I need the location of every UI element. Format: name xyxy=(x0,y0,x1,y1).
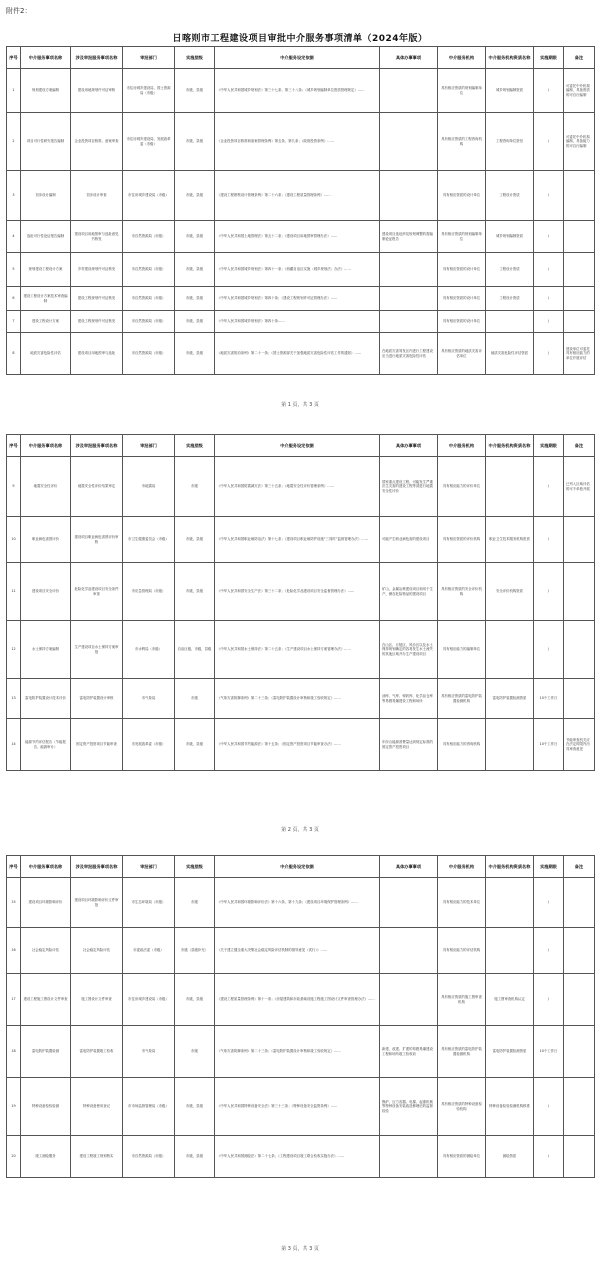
cell-period: / xyxy=(534,113,564,171)
cell-qualification xyxy=(486,878,534,928)
cell-approval-item: 建设项目用地预审与选址 xyxy=(71,333,123,375)
cell-name: 建设工程设计方案 xyxy=(21,311,71,333)
cell-name: 竣工测绘服务 xyxy=(21,1136,71,1178)
cell-name: 建设工程施工图设计文件审查 xyxy=(21,974,71,1026)
cell-dept: 市自然资源局（市级） xyxy=(123,287,175,311)
table-header-row xyxy=(7,856,595,878)
cell-no: 3 xyxy=(7,171,21,221)
cell-agency: 具有相应能力的编制单位 xyxy=(438,621,486,679)
table-row xyxy=(7,457,595,517)
cell-task xyxy=(380,974,438,1026)
cell-note xyxy=(564,253,595,287)
column-header: 中介服务设定依据 xyxy=(215,47,380,69)
cell-agency: 具有相应资质的雷电防护装置检测机构 xyxy=(438,679,486,719)
cell-agency: 具有相应资质的工程咨询机构 xyxy=(438,113,486,171)
cell-name: 建设工程设计方案技术审查编制 xyxy=(21,287,71,311)
cell-note xyxy=(564,517,595,563)
cell-no: 12 xyxy=(7,621,21,679)
cell-agency: 具有相应资质的测绘单位 xyxy=(438,1136,486,1178)
cell-dept: 市自然资源局（市级） xyxy=(123,333,175,375)
cell-task: 国家重点建设工程、可能发生严重次生灾害的建设工程等须进行地震安全性评价 xyxy=(380,457,438,517)
cell-dept: 市市场监督管理局（市级） xyxy=(123,1078,175,1136)
column-header: 中介服务设定依据 xyxy=(215,856,380,878)
cell-approval-item: 企业投资项目核准、备案审查 xyxy=(71,113,123,171)
table-header-row xyxy=(7,47,595,69)
column-header: 中介服务机构资质名称 xyxy=(486,856,534,878)
column-header: 具体办事事项 xyxy=(380,856,438,878)
cell-approval-item: 建设工程规划许可证核发 xyxy=(71,311,123,333)
cell-qualification: 地质灾害危险性评估资质 xyxy=(486,333,534,375)
attachment-label: 附件2： xyxy=(6,7,32,15)
cell-name: 地质灾害危险性评估 xyxy=(21,333,71,375)
cell-basis: 《中华人民共和国节约能源法》第十五条；《固定资产投资项目节能审查办法》…… xyxy=(215,719,380,771)
cell-no: 9 xyxy=(7,457,21,517)
cell-dept: 市自然资源局（市级） xyxy=(123,311,175,333)
cell-qualification: 工程设计资质 xyxy=(486,253,534,287)
cell-period: / xyxy=(534,457,564,517)
cell-dept: 市住房城乡建设局（市级） xyxy=(123,171,175,221)
cell-dept: 市住房城乡建设局、发展改革委（市级） xyxy=(123,113,175,171)
table-row xyxy=(7,287,595,311)
cell-dept: 市发展改革委（市级） xyxy=(123,719,175,771)
cell-qualification: 工程设计资质 xyxy=(486,171,534,221)
cell-level: 市级，县级 xyxy=(175,333,215,375)
cell-note xyxy=(564,928,595,974)
cell-period: 10个工作日 xyxy=(534,1026,564,1078)
cell-name: 特种设备检验检测 xyxy=(21,1078,71,1136)
cell-approval-item: 危险化学品建设项目安全条件审查 xyxy=(71,563,123,621)
cell-dept: 市卫生健康委员会（市级） xyxy=(123,517,175,563)
cell-dept: 市自然资源局（市级） xyxy=(123,253,175,287)
cell-level: 市级，县级 xyxy=(175,1136,215,1178)
column-header: 涉及审批服务事项名称 xyxy=(71,435,123,457)
cell-approval-item: 建设项目环境影响评价文件审批 xyxy=(71,878,123,928)
cell-name: 初步设计编制 xyxy=(21,171,71,221)
cell-agency: 具有相应资质的评价机构 xyxy=(438,517,486,563)
column-header: 涉及审批服务事项名称 xyxy=(71,856,123,878)
cell-level: 市级 xyxy=(175,457,215,517)
cell-note xyxy=(564,878,595,928)
table-row xyxy=(7,878,595,928)
cell-approval-item: 固定资产投资项目节能审查 xyxy=(71,719,123,771)
cell-task: 可能产生职业病危害的建设项目 xyxy=(380,517,438,563)
cell-agency: 具有相应资质的特种设备检验机构 xyxy=(438,1078,486,1136)
cell-level: 市级，县级 xyxy=(175,974,215,1026)
cell-period: / xyxy=(534,563,564,621)
column-header: 备注 xyxy=(564,435,595,457)
cell-qualification: 职业卫生技术服务机构资质 xyxy=(486,517,534,563)
cell-level: 市级，县级 xyxy=(175,113,215,171)
cell-approval-item: 特种设备使用登记 xyxy=(71,1078,123,1136)
table-row xyxy=(7,113,595,171)
table-row xyxy=(7,333,595,375)
cell-qualification: 雷电防护装置检测资质 xyxy=(486,679,534,719)
cell-approval-item: 社会稳定风险评估 xyxy=(71,928,123,974)
column-header: 实施期限 xyxy=(534,435,564,457)
cell-dept: 市地震局 xyxy=(123,457,175,517)
cell-level: 市级，县级 xyxy=(175,171,215,221)
table-row xyxy=(7,719,595,771)
cell-level: 市级，县级 xyxy=(175,1078,215,1136)
cell-basis: 《中华人民共和国特种设备安全法》第三十三条；《特种设备安全监察条例》…… xyxy=(215,1078,380,1136)
service-table-page-1 xyxy=(6,46,595,375)
cell-note xyxy=(564,1078,595,1136)
cell-task: 年综合能源消费量达到规定标准的固定资产投资项目 xyxy=(380,719,438,771)
cell-task xyxy=(380,69,438,113)
cell-note xyxy=(564,563,595,621)
cell-basis: 《中华人民共和国职业病防治法》第十七条；《建设项目职业病防护设施“三同时”监督管理办法》…… xyxy=(215,517,380,563)
cell-no: 5 xyxy=(7,253,21,287)
column-header: 中介服务机构 xyxy=(438,47,486,69)
cell-qualification: 安全评价机构资质 xyxy=(486,563,534,621)
cell-period: / xyxy=(534,311,564,333)
cell-note: 可委托中介机构编制，具备能力的可自行编制 xyxy=(564,113,595,171)
column-header: 中介服务设定依据 xyxy=(215,435,380,457)
cell-dept: 市自然资源局（市级） xyxy=(123,221,175,253)
table-row xyxy=(7,171,595,221)
cell-qualification xyxy=(486,621,534,679)
cell-agency: 具有相应能力的技术单位 xyxy=(438,878,486,928)
table-row xyxy=(7,221,595,253)
cell-agency: 具有相应资质的设计单位 xyxy=(438,311,486,333)
cell-name: 水土保持方案编制 xyxy=(21,621,71,679)
cell-note xyxy=(564,311,595,333)
cell-note xyxy=(564,287,595,311)
cell-qualification xyxy=(486,719,534,771)
cell-period: / xyxy=(534,221,564,253)
cell-task xyxy=(380,171,438,221)
column-header: 中介服务事项名称 xyxy=(21,856,71,878)
cell-level: 市级（县级补充） xyxy=(175,928,215,974)
cell-dept: 市委政法委（市级） xyxy=(123,928,175,974)
cell-no: 20 xyxy=(7,1136,21,1178)
cell-note xyxy=(564,1136,595,1178)
table-row xyxy=(7,1136,595,1178)
cell-basis: 《中华人民共和国环境影响评价法》第十六条、第十九条；《建设项目环境保护管理条例》…… xyxy=(215,878,380,928)
cell-note: 节能审查机关应在法定时限内出具审查意见 xyxy=(564,719,595,771)
cell-no: 15 xyxy=(7,878,21,928)
cell-dept: 市气象局 xyxy=(123,1026,175,1078)
table-row xyxy=(7,974,595,1026)
page-footer: 第 1 页，共 3 页 xyxy=(281,402,319,408)
column-header: 实施层级 xyxy=(175,856,215,878)
cell-dept: 市住房城乡建设局、国土资源局（市级） xyxy=(123,69,175,113)
cell-name: 雷电防护装置设计技术评价 xyxy=(21,679,71,719)
cell-note: 已列入区域评估的可不单独开展 xyxy=(564,457,595,517)
cell-agency: 具有相应能力的咨询机构 xyxy=(438,719,486,771)
cell-qualification: 城乡规划编制资质 xyxy=(486,69,534,113)
page-footer: 第 2 页，共 3 页 xyxy=(281,827,319,833)
column-header: 审批部门 xyxy=(123,435,175,457)
cell-agency: 具有相应能力的评估机构 xyxy=(438,928,486,974)
cell-task xyxy=(380,113,438,171)
cell-no: 14 xyxy=(7,719,21,771)
cell-no: 1 xyxy=(7,69,21,113)
column-header: 中介服务机构 xyxy=(438,435,486,457)
cell-no: 8 xyxy=(7,333,21,375)
column-header: 中介服务事项名称 xyxy=(21,47,71,69)
cell-approval-item: 建设工程竣工规划核实 xyxy=(71,1136,123,1178)
cell-no: 6 xyxy=(7,287,21,311)
cell-note xyxy=(564,221,595,253)
cell-basis: 《气象灾害防御条例》第二十三条；《雷电防护装置设计审核和竣工验收规定》…… xyxy=(215,679,380,719)
cell-basis: 《企业投资项目核准和备案管理条例》第五条、第九条；《政府投资条例》…… xyxy=(215,113,380,171)
cell-agency: 具有相应资质的设计单位 xyxy=(438,287,486,311)
cell-task: 油库、气库、弹药库、化学品仓库等易燃易爆建设工程和场所 xyxy=(380,679,438,719)
cell-dept: 市气象局 xyxy=(123,679,175,719)
cell-basis: 《中华人民共和国防震减灾法》第三十五条；《地震安全性评价管理条例》…… xyxy=(215,457,380,517)
cell-period: / xyxy=(534,928,564,974)
cell-agency: 具有相应资质的地质灾害评估单位 xyxy=(438,333,486,375)
column-header: 实施期限 xyxy=(534,47,564,69)
cell-dept: 市水利局（市级） xyxy=(123,621,175,679)
table-row xyxy=(7,679,595,719)
cell-name: 建设项目安全评价 xyxy=(21,563,71,621)
cell-basis: 《关于建立健全重大决策社会稳定风险评估机制的指导意见（试行）》…… xyxy=(215,928,380,974)
cell-name: 地震安全性评价 xyxy=(21,457,71,517)
cell-basis: 《中华人民共和国城乡规划法》第四十一条；《西藏自治区实施〈城乡规划法〉办法》…… xyxy=(215,253,380,287)
cell-agency: 具有相应资质的规划编制单位 xyxy=(438,221,486,253)
cell-no: 7 xyxy=(7,311,21,333)
cell-agency: 具有相应资质的雷电防护装置检测机构 xyxy=(438,1026,486,1078)
cell-task xyxy=(380,928,438,974)
cell-name: 雷电防护装置检测 xyxy=(21,1026,71,1078)
column-header: 审批部门 xyxy=(123,47,175,69)
cell-name: 建设项目环境影响评价 xyxy=(21,878,71,928)
cell-level: 市级，县级 xyxy=(175,517,215,563)
cell-task: 矿山、金属冶炼建设项目和用于生产、储存危险物品的建设项目 xyxy=(380,563,438,621)
cell-period: / xyxy=(534,517,564,563)
cell-basis: 《中华人民共和国城乡规划法》第四十条；《建设工程规划许可证管理办法》…… xyxy=(215,287,380,311)
cell-qualification: 工程咨询单位资信 xyxy=(486,113,534,171)
cell-name: 选址可行性论证报告编制 xyxy=(21,221,71,253)
cell-approval-item: 初步设计审查 xyxy=(71,171,123,221)
cell-period: / xyxy=(534,621,564,679)
cell-period: / xyxy=(534,333,564,375)
cell-period: / xyxy=(534,69,564,113)
cell-level: 自治区级，市级，县级 xyxy=(175,621,215,679)
service-table-page-2 xyxy=(6,434,595,771)
column-header: 中介服务机构资质名称 xyxy=(486,435,534,457)
cell-level: 市级，县级 xyxy=(175,287,215,311)
cell-note xyxy=(564,679,595,719)
cell-basis: 《中华人民共和国测绘法》第二十七条；《工程建设项目竣工联合验收实施办法》…… xyxy=(215,1136,380,1178)
cell-no: 16 xyxy=(7,928,21,974)
cell-period: / xyxy=(534,974,564,1026)
cell-approval-item: 施工图设计文件审查 xyxy=(71,974,123,1026)
cell-approval-item: 乡村建设规划许可证核发 xyxy=(71,253,123,287)
cell-task: 锅炉、压力容器、电梯、起重机械等特种设备安装改造修理后的监督检验 xyxy=(380,1078,438,1136)
cell-level: 市级，县级 xyxy=(175,563,215,621)
cell-basis: 《建设工程质量管理条例》第十一条；《房屋建筑和市政基础设施工程施工图设计文件审查管理办法》…… xyxy=(215,974,380,1026)
cell-name: 能源节约评估报告（节能报告、能源审计） xyxy=(21,719,71,771)
cell-level: 市级，县级 xyxy=(175,719,215,771)
cell-basis: 《地质灾害防治条例》第二十一条；《国土资源部关于加强地质灾害危险性评估工作的通知》…… xyxy=(215,333,380,375)
table-row xyxy=(7,1078,595,1136)
cell-name: 社会稳定风险评估 xyxy=(21,928,71,974)
cell-basis: 《建设工程勘察设计管理条例》第二十六条；《建设工程质量管理条例》…… xyxy=(215,171,380,221)
cell-no: 13 xyxy=(7,679,21,719)
cell-note xyxy=(564,1026,595,1078)
cell-task xyxy=(380,1136,438,1178)
column-header: 具体办事事项 xyxy=(380,47,438,69)
cell-task xyxy=(380,878,438,928)
cell-period: / xyxy=(534,253,564,287)
table-row xyxy=(7,563,595,621)
cell-period: 10个工作日 xyxy=(534,679,564,719)
table-row xyxy=(7,517,595,563)
cell-note xyxy=(564,621,595,679)
cell-note: 可委托中介机构编制，具备资质的可自行编制 xyxy=(564,69,595,113)
cell-no: 4 xyxy=(7,221,21,253)
cell-basis: 《中华人民共和国安全生产法》第三十二条；《危险化学品建设项目安全监督管理办法》…… xyxy=(215,563,380,621)
cell-note xyxy=(564,974,595,1026)
cell-level: 市级，县级 xyxy=(175,311,215,333)
cell-no: 18 xyxy=(7,1026,21,1078)
cell-agency: 具有相应资质的设计单位 xyxy=(438,171,486,221)
cell-qualification xyxy=(486,928,534,974)
table-row xyxy=(7,311,595,333)
cell-dept: 市自然资源局（市级） xyxy=(123,1136,175,1178)
cell-qualification xyxy=(486,457,534,517)
cell-period: / xyxy=(534,287,564,311)
cell-name: 职业病危害预评价 xyxy=(21,517,71,563)
cell-basis: 《中华人民共和国城乡规划法》第四十条…… xyxy=(215,311,380,333)
cell-period: / xyxy=(534,1078,564,1136)
column-header: 序号 xyxy=(7,856,21,878)
column-header: 实施层级 xyxy=(175,435,215,457)
cell-agency: 具有相应资质的施工图审查机构 xyxy=(438,974,486,1026)
cell-no: 19 xyxy=(7,1078,21,1136)
cell-qualification: 施工图审查机构认定 xyxy=(486,974,534,1026)
cell-approval-item: 生产建设项目水土保持方案审批 xyxy=(71,621,123,679)
cell-task xyxy=(380,287,438,311)
cell-level: 市级 xyxy=(175,679,215,719)
cell-dept: 市应急管理局（市级） xyxy=(123,563,175,621)
table-header-row xyxy=(7,435,595,457)
column-header: 具体办事事项 xyxy=(380,435,438,457)
table-row xyxy=(7,621,595,679)
cell-approval-item: 建设项目职业病危害预评价审核 xyxy=(71,517,123,563)
table-row xyxy=(7,253,595,287)
column-header: 涉及审批服务事项名称 xyxy=(71,47,123,69)
cell-approval-item: 雷电防护装置竣工验收 xyxy=(71,1026,123,1078)
cell-period: 10个工作日 xyxy=(534,719,564,771)
cell-qualification: 雷电防护装置检测资质 xyxy=(486,1026,534,1078)
cell-dept: 市住房城乡建设局（市级） xyxy=(123,974,175,1026)
cell-basis: 《中华人民共和国土地管理法》第五十二条；《建设项目用地预审管理办法》…… xyxy=(215,221,380,253)
cell-task: 在山区、丘陵区、风沙区以及水土保持规划确定的容易发生水土流失的其他区域开办生产建设项目 xyxy=(380,621,438,679)
cell-approval-item: 雷电防护装置设计审核 xyxy=(71,679,123,719)
cell-task: 建设项目选址涉及规划调整的需编制论证报告 xyxy=(380,221,438,253)
cell-basis: 《中华人民共和国水土保持法》第二十五条；《生产建设项目水土保持方案管理办法》…… xyxy=(215,621,380,679)
column-header: 中介服务机构 xyxy=(438,856,486,878)
cell-period: / xyxy=(534,878,564,928)
table-row xyxy=(7,1026,595,1078)
cell-qualification: 测绘资质 xyxy=(486,1136,534,1178)
table-row xyxy=(7,928,595,974)
cell-level: 市级 xyxy=(175,1026,215,1078)
cell-period: / xyxy=(534,171,564,221)
column-header: 备注 xyxy=(564,47,595,69)
column-header: 序号 xyxy=(7,435,21,457)
service-table-page-3 xyxy=(6,855,595,1178)
cell-no: 11 xyxy=(7,563,21,621)
cell-name: 规划建设方案编制 xyxy=(21,69,71,113)
column-header: 中介服务机构资质名称 xyxy=(486,47,534,69)
cell-agency: 具有相应资质的安全评价机构 xyxy=(438,563,486,621)
cell-name: 规划建设工程设计方案 xyxy=(21,253,71,287)
cell-approval-item: 建设项目用地预审与选址意见书核发 xyxy=(71,221,123,253)
cell-task xyxy=(380,253,438,287)
cell-level: 市级 xyxy=(175,878,215,928)
column-header: 备注 xyxy=(564,856,595,878)
cell-level: 市级，县级 xyxy=(175,221,215,253)
cell-qualification: 特种设备检验检测机构核准 xyxy=(486,1078,534,1136)
cell-basis: 《气象灾害防御条例》第二十三条；《雷电防护装置设计审核和竣工验收规定》…… xyxy=(215,1026,380,1078)
table-row xyxy=(7,69,595,113)
cell-qualification: 工程设计资质 xyxy=(486,287,534,311)
cell-basis: 《中华人民共和国城乡规划法》第三十七条、第三十八条；《城乡规划编制单位资质管理规定》…… xyxy=(215,69,380,113)
cell-task: 在地质灾害易发区内进行工程建设应当进行地质灾害危险性评估 xyxy=(380,333,438,375)
cell-period: / xyxy=(534,1136,564,1178)
cell-approval-item: 建设用地规划许可证审核 xyxy=(71,69,123,113)
cell-note xyxy=(564,171,595,221)
cell-agency: 具有相应能力的评价单位 xyxy=(438,457,486,517)
cell-qualification: 城乡规划编制资质 xyxy=(486,221,534,253)
document-title: 日喀则市工程建设项目审批中介服务事项清单（2024年版） xyxy=(172,34,428,44)
cell-task: 新建、改建、扩建的易燃易爆建设工程和场所竣工验收前 xyxy=(380,1026,438,1078)
page-footer: 第 3 页，共 3 页 xyxy=(281,1246,319,1252)
cell-agency: 具有相应资质的设计单位 xyxy=(438,253,486,287)
cell-agency: 具有相应资质的规划编制单位 xyxy=(438,69,486,113)
column-header: 审批部门 xyxy=(123,856,175,878)
column-header: 序号 xyxy=(7,47,21,69)
cell-level: 市级，县级 xyxy=(175,69,215,113)
column-header: 实施层级 xyxy=(175,47,215,69)
cell-dept: 市生态环境局（市级） xyxy=(123,878,175,928)
cell-task xyxy=(380,311,438,333)
column-header: 实施期限 xyxy=(534,856,564,878)
cell-note: 建设单位可委托具有相应能力的单位开展评估 xyxy=(564,333,595,375)
cell-no: 10 xyxy=(7,517,21,563)
cell-approval-item: 地震安全性评价结果审定 xyxy=(71,457,123,517)
cell-qualification xyxy=(486,311,534,333)
cell-approval-item: 建设工程规划许可证核发 xyxy=(71,287,123,311)
column-header: 中介服务事项名称 xyxy=(21,435,71,457)
cell-no: 17 xyxy=(7,974,21,1026)
cell-name: 项目可行性研究报告编制 xyxy=(21,113,71,171)
cell-level: 市级，县级 xyxy=(175,253,215,287)
cell-no: 2 xyxy=(7,113,21,171)
